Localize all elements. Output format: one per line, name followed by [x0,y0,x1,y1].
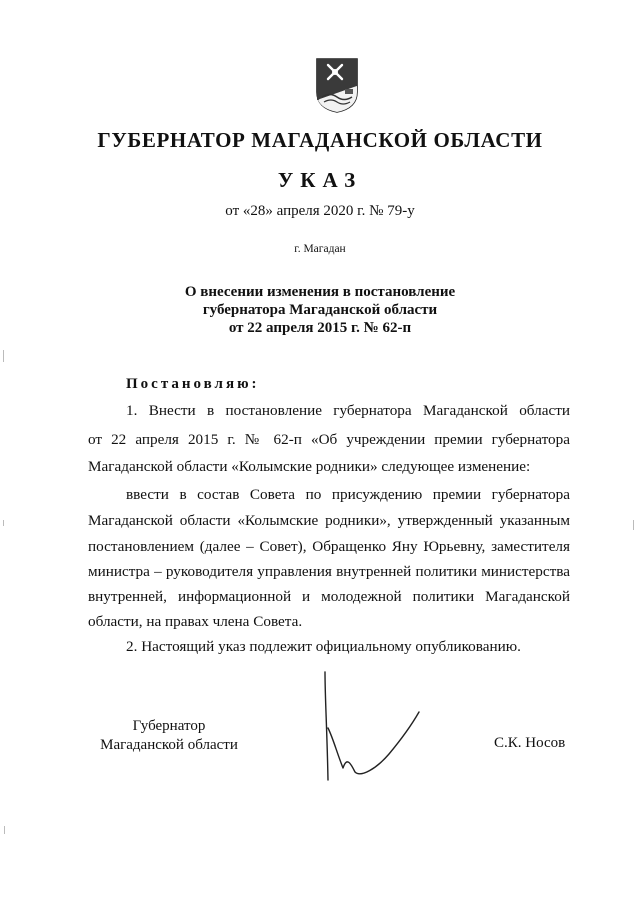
scan-speck [3,520,4,526]
city: г. Магадан [294,243,346,255]
subject-line: от 22 апреля 2015 г. № 62-п [228,320,412,336]
signatory-title-line: Магаданской области [100,737,238,753]
body-line: ввести в состав Совета по присуждению премии губернатора [126,486,570,503]
document-type: УКАЗ [277,168,363,192]
signatory-title [84,717,254,755]
signatory-title-line: Губернатор [132,718,206,734]
body-line: внутренней, информационной и молодежной политики Магаданской [88,588,570,605]
scan-speck [3,350,4,362]
subject-line: О внесении изменения в постановление [184,284,456,300]
body-line: Магаданской области «Колымские родники», утвержденный указанным [88,512,570,529]
magadan-coat-of-arms-icon [314,56,360,114]
signatory-name: С.К. Носов [494,735,566,751]
document-subject [0,283,640,337]
handwritten-signature [315,668,425,786]
date-and-number: от «28» апреля 2020 г. № 79-у [225,203,415,219]
scan-speck [4,826,5,834]
scan-speck [633,520,634,530]
body-line: постановлением (далее – Совет), Обращенко Яну Юрьевну, заместителя [88,538,570,555]
page-heading: ГУБЕРНАТОР МАГАДАНСКОЙ ОБЛАСТИ [97,128,543,152]
decree-word: Постановляю: [126,376,260,392]
body-line: министра – руководителя управления внутренней политики министерства [88,563,570,580]
subject-line: губернатора Магаданской области [202,302,438,318]
body-line: области, на правах члена Совета. [88,613,303,630]
body-line: 2. Настоящий указ подлежит официальному опубликованию. [126,638,521,655]
body-line: Магаданской области «Колымские родники» следующее изменение: [88,458,531,475]
body-line: от 22 апреля 2015 г. № 62-п «Об учреждении премии губернатора [88,431,570,448]
body-line: 1. Внести в постановление губернатора Магаданской области [126,402,570,419]
